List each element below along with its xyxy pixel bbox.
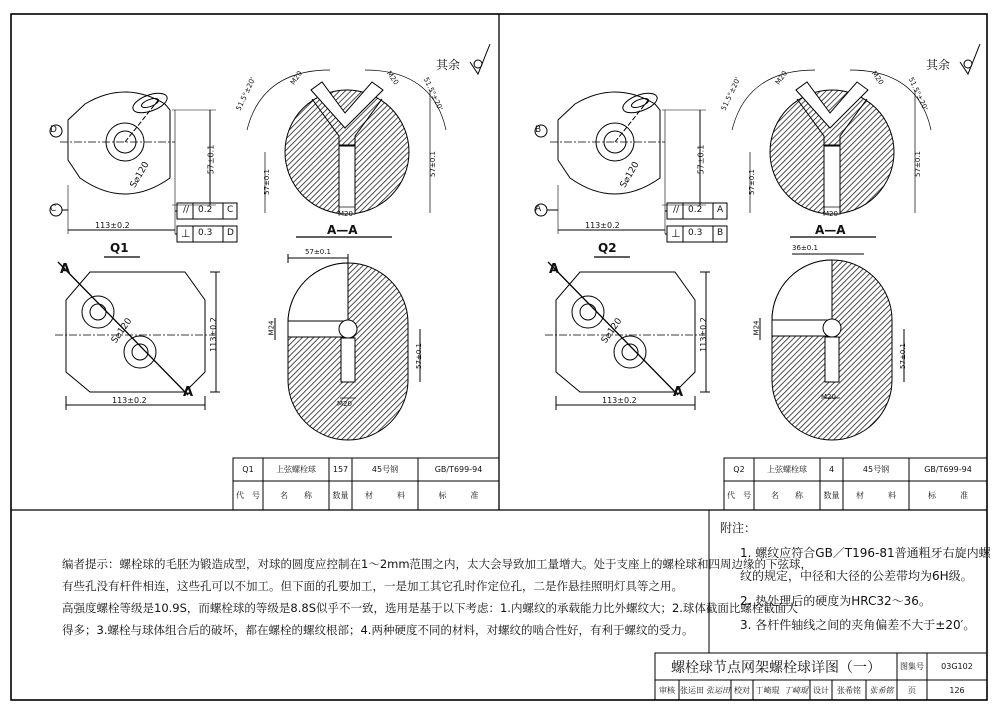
thread-label: M20 (823, 210, 838, 218)
datum-label-top: B (535, 125, 542, 135)
height-dim: 57±0.1 (262, 169, 271, 195)
tolerance-symbol: // (183, 205, 190, 215)
parts-header-standard: 标 准 (438, 491, 479, 500)
width-dim: 113±0.2 (602, 396, 637, 405)
tolerance-datum: C (227, 205, 234, 215)
width-dim: 113±0.2 (95, 221, 130, 230)
surface-finish-label: 其余 (436, 58, 461, 72)
sphere-diameter-dim: S⌀120 (599, 316, 625, 346)
height-dim: 57±0.1 (913, 151, 922, 177)
width-dim: 57±0.1 (305, 248, 331, 256)
parts-header-name: 名 称 (280, 491, 312, 500)
height-dim: 57±0.1 (206, 144, 216, 175)
angle-dim: 51.5°±20' (906, 76, 930, 112)
height-dim: 57±0.1 (414, 343, 423, 369)
tolerance-value: 0.3 (198, 228, 213, 238)
editor-note-line: 高强度螺栓等级是10.9S，而螺栓球的等级是8.8S似乎不一致，选用是基于以下考虑：1.内螺纹的承载能力比外螺纹大；2.球体截面比螺栓截面大 (62, 601, 798, 615)
thread-label: M20 (869, 69, 886, 87)
sign-name-design: 张希铭 (837, 685, 861, 695)
cut-label: A (60, 262, 71, 277)
editor-note-line: 有些孔没有杆件相连，这些孔可以不加工。但下面的孔要加工，一是加工其它孔时作定位孔，二是作悬挂照明灯具等之用。 (62, 579, 683, 593)
thread-label: M20 (773, 69, 790, 87)
cut-label: A (183, 385, 194, 400)
view-label: Q2 (598, 241, 617, 255)
parts-cell-code: Q2 (733, 465, 745, 474)
atlas-number: 03G102 (941, 662, 973, 671)
q2-plan-view (545, 262, 710, 410)
remarks-item: 纹的规定，中径和大径的公差带均为6H级。 (740, 569, 973, 583)
parts-cell-standard: GB/T699-94 (924, 465, 972, 474)
datum-label-top: D (50, 125, 57, 135)
tolerance-value: 0.2 (198, 205, 213, 215)
parts-cell-code: Q1 (242, 465, 254, 474)
parts-header-qty: 数量 (332, 491, 349, 500)
remarks-title: 附注： (720, 521, 757, 535)
sign-name-review: 张运田 (680, 685, 704, 695)
parts-header-material: 材 料 (365, 491, 405, 500)
angle-dim: 51.5°±20' (421, 76, 445, 112)
sign-name-check: 丁崎琨 (755, 685, 780, 695)
q1-plan-view (55, 262, 220, 410)
surface-finish-symbol-right (960, 44, 980, 74)
thread-label: M20 (288, 69, 305, 87)
tolerance-value: 0.3 (688, 228, 703, 238)
sphere-diameter-dim: S⌀120 (109, 316, 135, 346)
parts-cell-material: 45号钢 (371, 465, 399, 474)
parts-cell-name: 上弦螺栓球 (767, 465, 807, 474)
width-dim: 36±0.1 (792, 244, 818, 252)
height-dim: 57±0.1 (747, 169, 756, 195)
remarks-item: 3. 各杆件轴线之间的夹角偏差不大于±20′。 (740, 618, 976, 632)
section-label: A—A (815, 223, 846, 237)
parts-cell-name: 上弦螺栓球 (276, 465, 316, 474)
sphere-diameter-dim: S⌀120 (128, 160, 152, 190)
tolerance-symbol: // (673, 205, 680, 215)
section-label: A—A (327, 223, 358, 237)
sphere-diameter-dim: S⌀120 (618, 160, 642, 190)
thread-label: M24 (752, 320, 761, 336)
parts-header-standard: 标 准 (928, 491, 968, 500)
parts-header-code: 代 号 (727, 491, 751, 500)
q1-bottom-section (275, 254, 420, 440)
width-dim: 113±0.2 (585, 221, 620, 230)
width-dim: 113±0.2 (112, 396, 147, 405)
tolerance-value: 0.2 (688, 205, 703, 215)
parts-header-name: 名 称 (771, 491, 803, 500)
tolerance-datum: D (227, 228, 234, 238)
cut-label: A (673, 385, 684, 400)
parts-header-code: 代 号 (236, 491, 260, 500)
tolerance-symbol: ⊥ (671, 227, 681, 240)
remarks-item: 1. 螺纹应符合GB／T196-81普通粗牙右旋内螺 (740, 546, 991, 560)
editor-note-line: 编者提示：螺栓球的毛胚为锻造成型，对球的圆度应控制在1～2mm范围之内，太大会导致加工量增大。处于支座上的螺栓球和四周边缘的下弦球， (62, 557, 813, 571)
parts-cell-standard: GB/T699-94 (434, 465, 483, 474)
height-dim: 57±0.1 (696, 144, 706, 175)
cut-label: A (549, 262, 560, 277)
parts-header-material: 材 料 (856, 491, 896, 500)
datum-label-side: A (535, 204, 542, 214)
remarks-item: 2. 热处理后的硬度为HRC32～36。 (740, 594, 931, 608)
tolerance-datum: B (717, 228, 724, 238)
drawing-title: 螺栓球节点网架螺栓球详图（一） (671, 659, 881, 676)
editor-note-line: 得多；3.螺栓与球体组合后的破坏，都在螺栓的螺纹根部；4.两种硬度不同的材料，对螺纹的啮合性好，有利于螺纹的受力。 (62, 623, 694, 637)
thread-label: M20 (821, 393, 836, 401)
thread-label: M20 (384, 69, 401, 87)
thread-label: M20 (338, 210, 353, 218)
angle-dim: 51.5°±20' (719, 76, 743, 112)
datum-label-side: C (50, 204, 57, 214)
sign-role-review: 审核 (659, 685, 675, 695)
thread-label: M20 (337, 400, 352, 408)
angle-dim: 51.5°±20' (234, 76, 258, 112)
sign-role-design: 设计 (813, 685, 829, 695)
parts-cell-material: 45号钢 (862, 465, 890, 474)
parts-header-qty: 数量 (823, 491, 840, 500)
page-number: 126 (949, 685, 965, 695)
height-dim: 113±0.2 (698, 317, 708, 352)
height-dim: 113±0.2 (208, 317, 218, 352)
parts-cell-qty: 157 (332, 465, 349, 474)
height-dim: 57±0.1 (898, 343, 907, 369)
surface-finish-label: 其余 (926, 58, 951, 72)
sign-role-check: 校对 (734, 685, 750, 695)
thread-label: M24 (267, 320, 276, 336)
height-dim: 57±0.1 (428, 151, 437, 177)
page-label: 页 (908, 685, 916, 695)
atlas-label: 图集号 (900, 662, 924, 671)
parts-cell-qty: 4 (828, 465, 835, 474)
surface-finish-symbol (470, 44, 490, 74)
tolerance-symbol: ⊥ (181, 227, 191, 240)
signature-design: 张希铭 (869, 685, 894, 695)
tolerance-datum: A (717, 205, 724, 215)
signature-review: 张运田 (706, 685, 730, 695)
view-label: Q1 (110, 241, 129, 255)
q2-bottom-section (760, 254, 904, 440)
signature-check: 丁崎琨 (784, 685, 808, 695)
